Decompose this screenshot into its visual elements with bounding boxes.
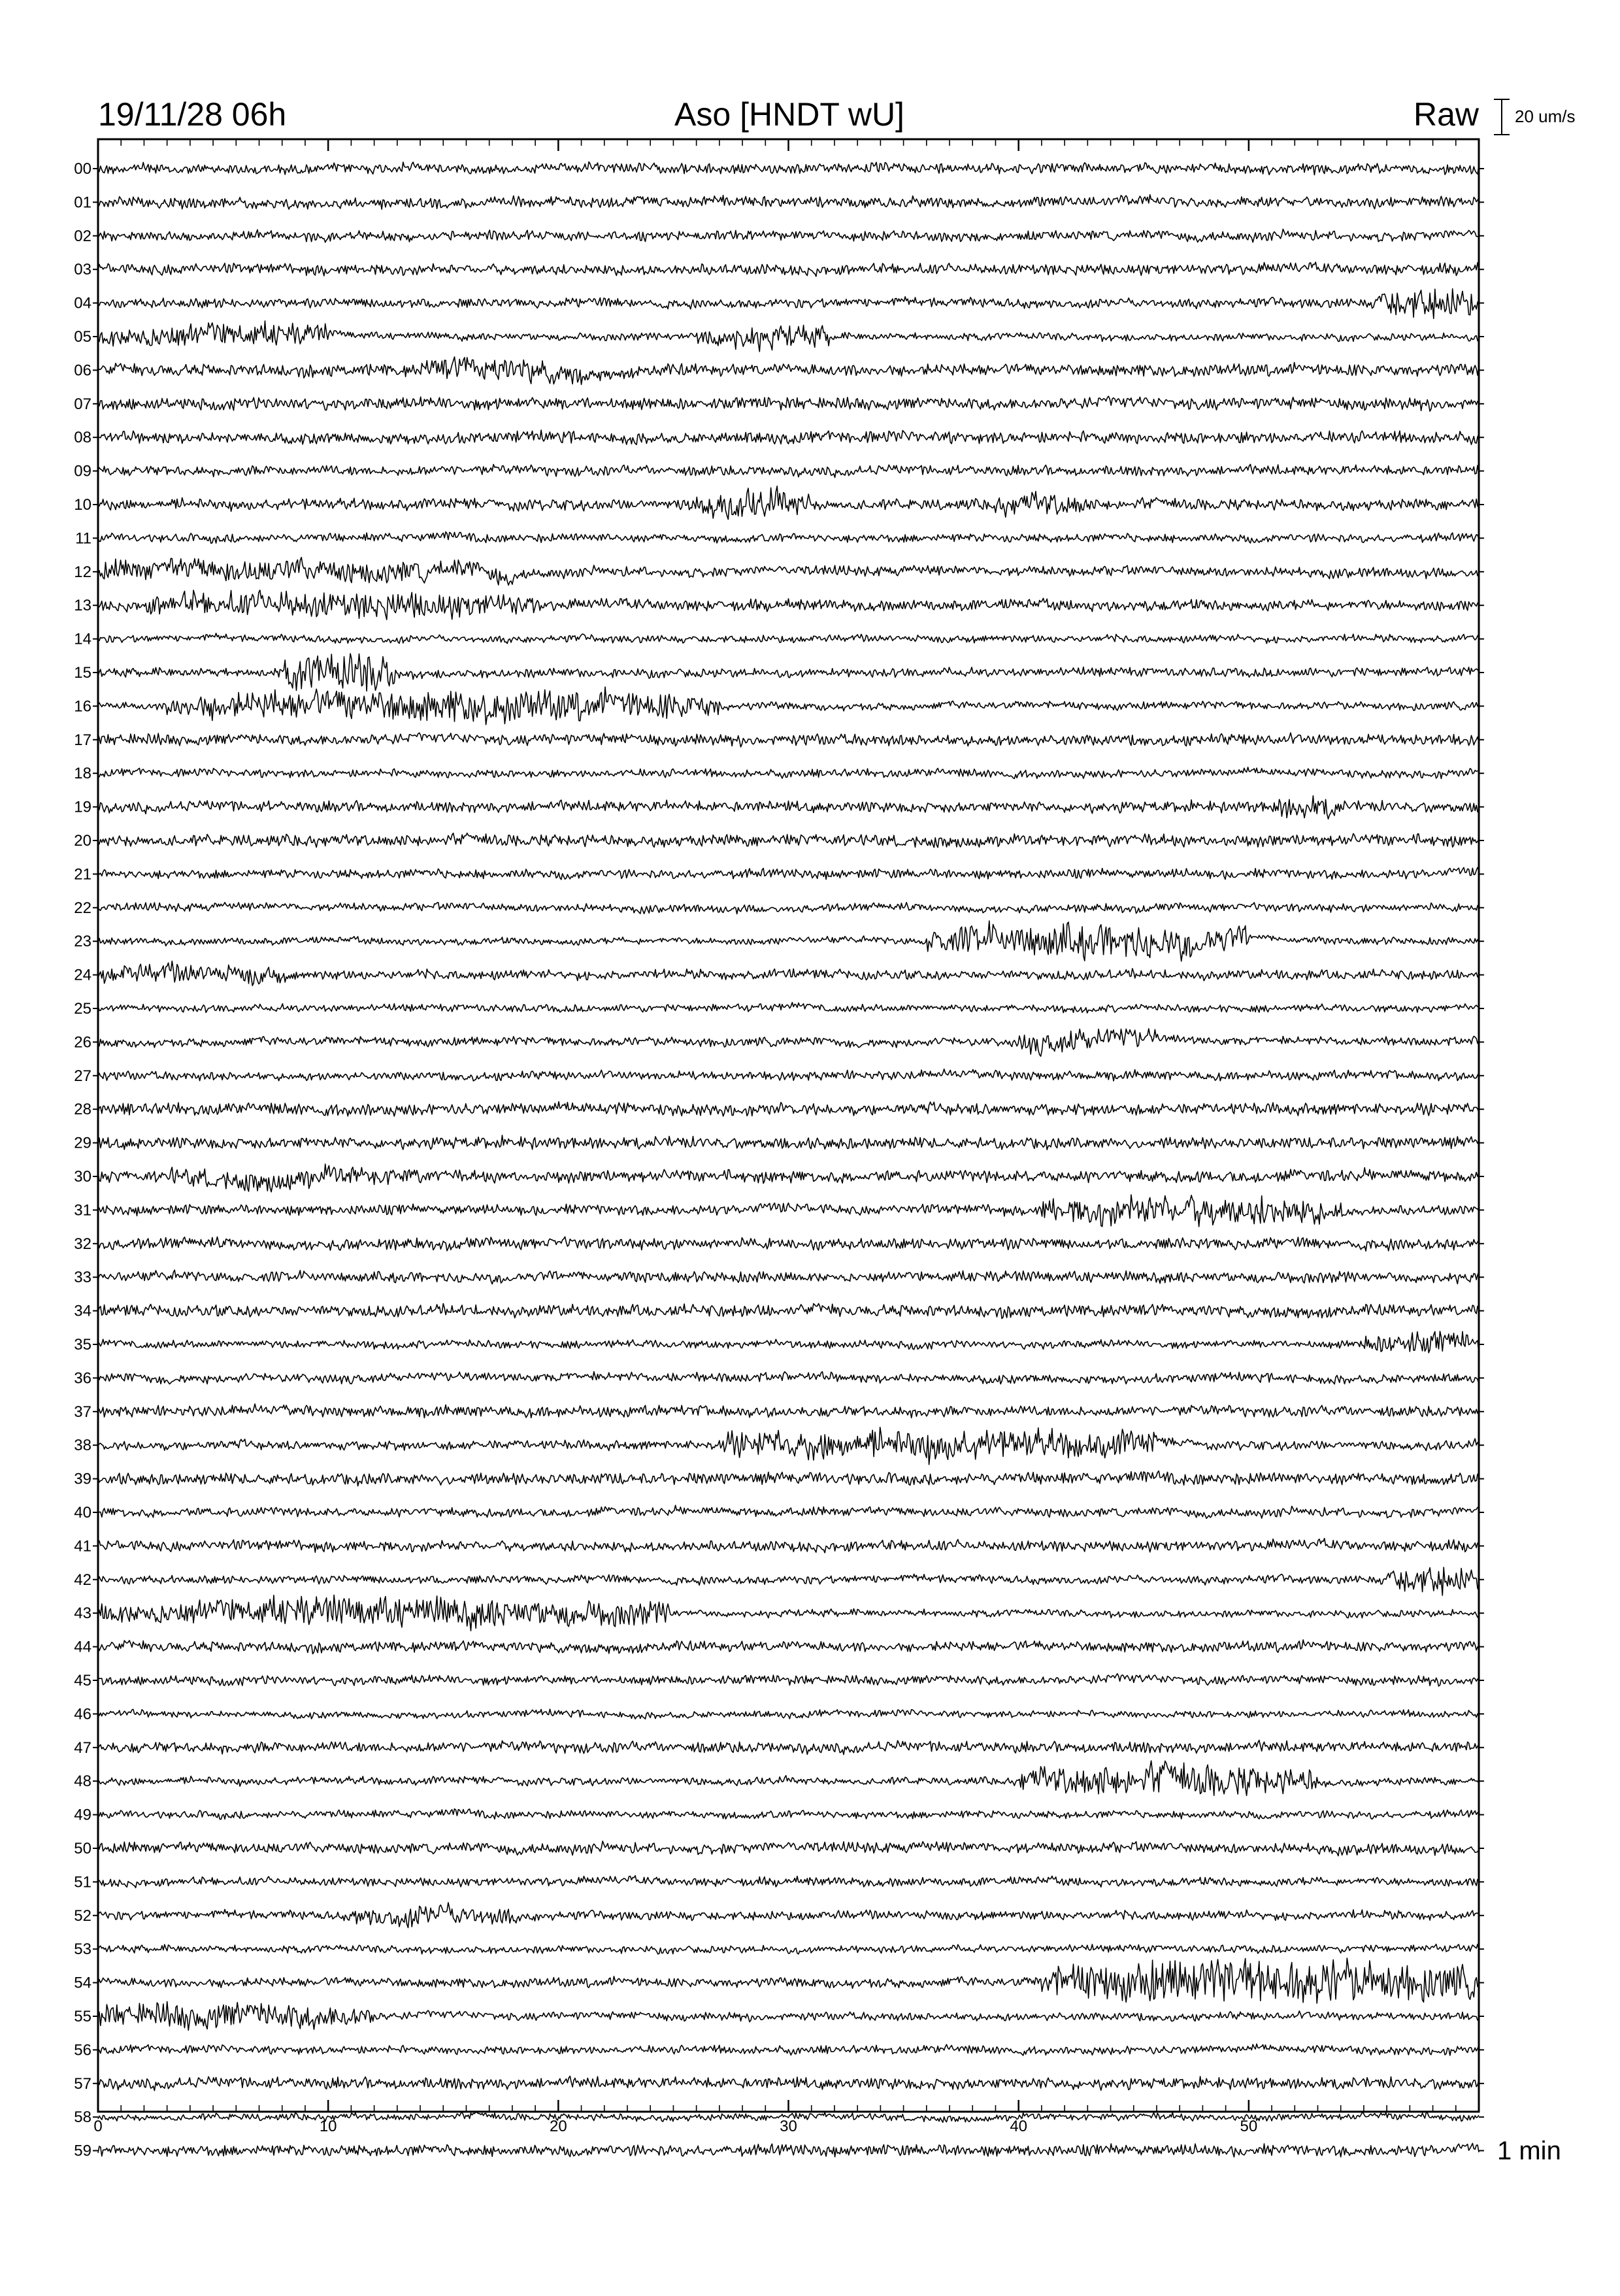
trace-rows xyxy=(74,160,1484,2160)
trace-row-37 xyxy=(74,1403,1484,1421)
trace-row-35 xyxy=(74,1331,1484,1354)
seismic-trace xyxy=(98,767,1479,778)
seismic-trace xyxy=(98,1029,1479,1056)
row-label: 39 xyxy=(74,1470,91,1488)
row-label: 47 xyxy=(74,1739,91,1757)
seismic-trace xyxy=(98,1640,1479,1654)
seismic-trace xyxy=(98,1539,1479,1553)
trace-row-12 xyxy=(74,557,1484,586)
seismic-trace xyxy=(98,1404,1479,1418)
seismic-trace xyxy=(98,654,1479,691)
seismic-trace xyxy=(98,1841,1479,1856)
seismic-trace xyxy=(98,1427,1479,1465)
row-label: 52 xyxy=(74,1906,91,1925)
trace-row-40 xyxy=(74,1504,1484,1522)
row-label: 19 xyxy=(74,798,91,816)
trace-row-07 xyxy=(74,395,1484,413)
row-label: 08 xyxy=(74,429,91,447)
seismic-trace xyxy=(98,2143,1479,2157)
row-label: 23 xyxy=(74,933,91,951)
row-label: 29 xyxy=(74,1134,91,1152)
row-label: 35 xyxy=(74,1336,91,1354)
seismic-trace xyxy=(98,1567,1479,1595)
trace-row-13 xyxy=(74,590,1484,620)
seismic-trace xyxy=(98,633,1479,644)
seismic-trace xyxy=(98,262,1479,276)
seismic-trace xyxy=(98,2076,1479,2091)
seismic-trace xyxy=(98,357,1479,384)
row-label: 31 xyxy=(74,1201,91,1220)
seismic-trace xyxy=(98,1304,1479,1319)
trace-row-51 xyxy=(74,1873,1484,1891)
row-label: 41 xyxy=(74,1537,91,1556)
row-label: 02 xyxy=(74,227,91,245)
trace-row-24 xyxy=(74,961,1484,986)
trace-row-09 xyxy=(74,463,1484,480)
trace-row-03 xyxy=(74,261,1484,278)
trace-row-28 xyxy=(74,1101,1484,1118)
trace-row-22 xyxy=(74,899,1484,917)
trace-row-20 xyxy=(74,832,1484,850)
seismic-trace xyxy=(98,1164,1479,1192)
row-label: 59 xyxy=(74,2142,91,2160)
seismic-trace xyxy=(98,486,1479,520)
x-tick-label: 30 xyxy=(780,2118,797,2135)
trace-row-04 xyxy=(74,289,1484,319)
row-label: 53 xyxy=(74,1940,91,1959)
trace-row-05 xyxy=(74,321,1484,352)
x-tick-label: 40 xyxy=(1010,2118,1028,2135)
row-label: 38 xyxy=(74,1437,91,1455)
header-mode: Raw xyxy=(1413,96,1479,133)
row-label: 28 xyxy=(74,1101,91,1119)
seismic-trace xyxy=(98,1761,1479,1795)
row-label: 12 xyxy=(74,563,91,581)
trace-row-57 xyxy=(74,2075,1484,2093)
row-label: 06 xyxy=(74,361,91,380)
row-label: 16 xyxy=(74,697,91,716)
seismic-trace xyxy=(98,1903,1479,1928)
trace-row-47 xyxy=(74,1739,1484,1757)
row-label: 20 xyxy=(74,832,91,850)
row-label: 43 xyxy=(74,1605,91,1623)
trace-row-02 xyxy=(74,227,1484,245)
seismic-trace xyxy=(98,162,1479,175)
seismic-trace xyxy=(98,733,1479,747)
row-label: 34 xyxy=(74,1302,91,1320)
trace-row-34 xyxy=(74,1303,1484,1320)
row-label: 03 xyxy=(74,261,91,279)
x-tick-label: 20 xyxy=(549,2118,567,2135)
x-tick-label: 0 xyxy=(93,2118,103,2135)
seismic-trace xyxy=(98,833,1479,848)
seismic-trace xyxy=(98,1471,1479,1486)
seismic-trace xyxy=(98,1709,1479,1719)
row-label: 14 xyxy=(74,630,91,648)
seismic-trace xyxy=(98,1740,1479,1755)
trace-row-17 xyxy=(74,731,1484,749)
row-label: 44 xyxy=(74,1638,91,1656)
trace-row-01 xyxy=(74,193,1484,211)
row-label: 11 xyxy=(75,529,91,548)
row-label: 54 xyxy=(74,1974,91,1992)
seismic-trace xyxy=(98,1069,1479,1081)
seismic-trace xyxy=(98,532,1479,544)
trace-row-25 xyxy=(74,1000,1484,1018)
row-label: 18 xyxy=(74,765,91,783)
trace-row-38 xyxy=(74,1427,1484,1465)
row-label: 57 xyxy=(74,2074,91,2093)
trace-row-55 xyxy=(74,2002,1484,2031)
trace-row-36 xyxy=(74,1369,1484,1387)
seismic-trace xyxy=(98,921,1479,961)
trace-row-19 xyxy=(74,796,1484,820)
row-label: 30 xyxy=(74,1168,91,1186)
trace-row-08 xyxy=(74,429,1484,446)
trace-row-26 xyxy=(74,1029,1484,1056)
seismic-trace xyxy=(98,1958,1479,2003)
x-tick-label: 50 xyxy=(1240,2118,1258,2135)
trace-row-00 xyxy=(74,160,1484,178)
row-label: 10 xyxy=(74,496,91,514)
trace-row-43 xyxy=(74,1595,1484,1631)
seismic-trace xyxy=(98,961,1479,986)
seismic-trace xyxy=(98,1003,1479,1013)
seismic-trace xyxy=(98,1595,1479,1631)
row-label: 51 xyxy=(74,1873,91,1891)
trace-row-46 xyxy=(74,1705,1484,1723)
trace-row-14 xyxy=(74,631,1484,648)
row-label: 01 xyxy=(74,193,91,212)
row-label: 00 xyxy=(74,160,91,178)
trace-row-45 xyxy=(74,1672,1484,1689)
row-label: 55 xyxy=(74,2008,91,2025)
seismic-trace xyxy=(98,903,1479,914)
seismic-trace xyxy=(98,430,1479,444)
header-station: Aso [HNDT wU] xyxy=(674,96,904,133)
row-label: 49 xyxy=(74,1806,91,1824)
seismic-trace xyxy=(98,229,1479,242)
seismic-trace xyxy=(98,1270,1479,1284)
trace-row-06 xyxy=(74,357,1484,384)
row-label: 17 xyxy=(74,731,91,749)
row-label: 37 xyxy=(74,1403,91,1421)
seismic-trace xyxy=(98,687,1479,725)
trace-row-11 xyxy=(75,529,1484,547)
seismic-trace xyxy=(98,289,1479,319)
row-label: 04 xyxy=(74,294,91,312)
row-label: 27 xyxy=(74,1067,91,1085)
seismic-trace xyxy=(98,590,1479,620)
seismic-trace xyxy=(98,1505,1479,1518)
trace-row-44 xyxy=(74,1639,1484,1656)
trace-row-29 xyxy=(74,1135,1484,1152)
row-label: 33 xyxy=(74,1269,91,1287)
trace-row-48 xyxy=(74,1761,1484,1795)
trace-row-15 xyxy=(74,654,1484,691)
row-label: 15 xyxy=(74,664,91,682)
seismic-trace xyxy=(98,1372,1479,1384)
seismic-trace xyxy=(98,2002,1479,2031)
trace-row-10 xyxy=(74,486,1484,520)
seismic-trace xyxy=(98,1674,1479,1686)
seismic-trace xyxy=(98,867,1479,879)
trace-row-33 xyxy=(74,1269,1484,1286)
seismic-trace xyxy=(98,1102,1479,1116)
row-label: 09 xyxy=(74,462,91,480)
row-label: 24 xyxy=(74,966,91,984)
row-label: 05 xyxy=(74,328,91,346)
trace-row-59 xyxy=(74,2142,1484,2160)
seismic-trace xyxy=(98,464,1479,477)
header-datetime: 19/11/28 06h xyxy=(98,96,287,133)
row-label: 21 xyxy=(74,865,91,884)
trace-row-56 xyxy=(74,2041,1484,2059)
row-label: 56 xyxy=(74,2041,91,2059)
seismic-trace xyxy=(98,1195,1479,1227)
scale-bar xyxy=(1494,99,1576,135)
seismic-trace xyxy=(98,1944,1479,1954)
row-label: 22 xyxy=(74,899,91,917)
trace-row-30 xyxy=(74,1164,1484,1192)
seismic-trace xyxy=(98,1809,1479,1820)
row-label: 13 xyxy=(74,597,91,615)
row-label: 07 xyxy=(74,395,91,413)
x-axis-label: 1 min xyxy=(1497,2137,1561,2165)
trace-row-21 xyxy=(74,865,1484,883)
x-tick-label: 10 xyxy=(319,2118,337,2135)
trace-row-27 xyxy=(74,1067,1484,1085)
trace-row-49 xyxy=(74,1806,1484,1824)
seismic-trace xyxy=(98,321,1479,352)
trace-row-23 xyxy=(74,921,1484,961)
trace-row-53 xyxy=(74,1940,1484,1958)
seismic-trace xyxy=(98,195,1479,209)
row-label: 25 xyxy=(74,1000,91,1018)
seismic-trace xyxy=(98,396,1479,411)
row-label: 48 xyxy=(74,1772,91,1791)
seismic-trace xyxy=(98,1237,1479,1251)
scale-bar-label: 20 um/s xyxy=(1515,107,1576,126)
seismic-trace xyxy=(98,1135,1479,1150)
trace-row-42 xyxy=(74,1567,1484,1595)
trace-row-41 xyxy=(74,1537,1484,1555)
row-label: 26 xyxy=(74,1033,91,1052)
trace-row-18 xyxy=(74,765,1484,782)
trace-row-32 xyxy=(74,1235,1484,1253)
seismic-trace xyxy=(98,557,1479,586)
trace-row-50 xyxy=(74,1840,1484,1857)
row-label: 50 xyxy=(74,1840,91,1857)
row-label: 45 xyxy=(74,1672,91,1689)
trace-row-52 xyxy=(74,1903,1484,1928)
row-label: 32 xyxy=(74,1235,91,1253)
seismic-trace xyxy=(98,796,1479,820)
row-label: 46 xyxy=(74,1705,91,1723)
row-label: 36 xyxy=(74,1369,91,1388)
seismic-trace xyxy=(98,2044,1479,2055)
seismic-trace xyxy=(98,1331,1479,1354)
row-label: 42 xyxy=(74,1571,91,1589)
seismic-trace xyxy=(98,1876,1479,1888)
row-label: 40 xyxy=(74,1504,91,1522)
trace-row-54 xyxy=(74,1958,1484,2003)
trace-row-31 xyxy=(74,1195,1484,1227)
row-label: 58 xyxy=(74,2108,91,2127)
trace-row-16 xyxy=(74,687,1484,725)
trace-row-39 xyxy=(74,1471,1484,1488)
